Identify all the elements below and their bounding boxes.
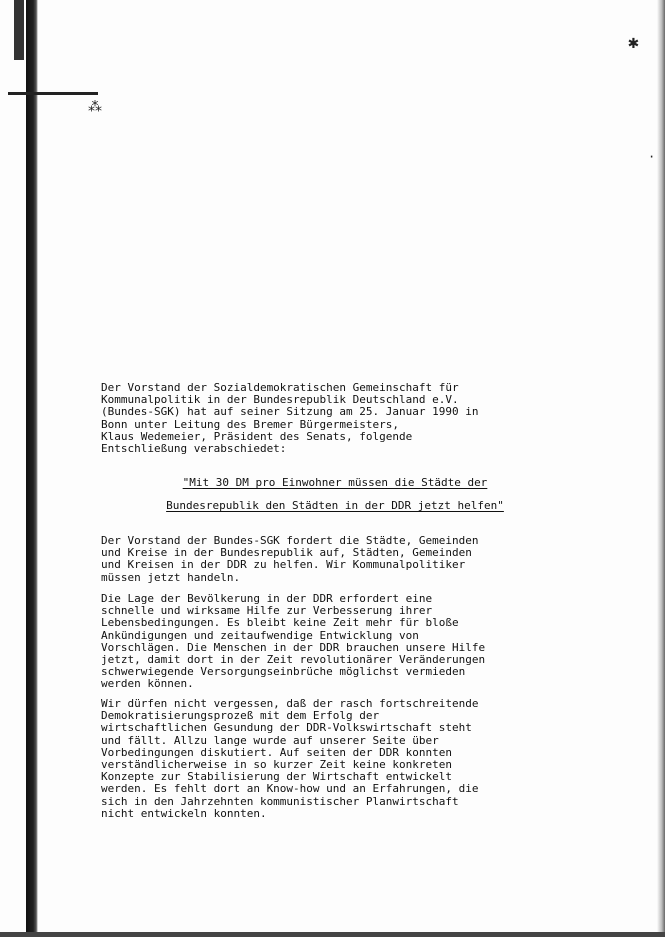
ink-smudge-icon: ✱ (628, 32, 639, 53)
body-paragraph-3: Wir dürfen nicht vergessen, daß der rasch fortschreitende Demokratisierungsprozeß mit dem Erfolg der wirtschaftlichen Gesundung der DDR-Volkswirtschaft steht und fällt. Allzu lange wurde auf unserer Seite über Vorbedingungen diskutiert. Auf seiten der DDR konnten verständlicherweise in so kurzer Zeit keine konkreten Konzepte zur Stabilisierung der Wirtschaft entwickelt werden. Es fehlt dort an Know-how und an Erfahrungen, die sich in den Jahrzehnten kommunistischer Planwirtschaft nicht entwickeln konnten. (101, 697, 479, 820)
scan-artifact-left-bar (26, 0, 38, 937)
resolution-heading-text: "Mit 30 DM pro Einwohner müssen die Städte der (182, 476, 488, 489)
ink-smudge-icon: · (648, 150, 656, 164)
intro-paragraph: Der Vorstand der Sozialdemokratischen Gemeinschaft für Kommunalpolitik in der Bundesrepublik Deutschland e.V. (Bundes-SGK) hat auf seiner Sitzung am 25. Januar 1990 in Bonn unter Leitung des Bremer Bürgermeisters, Klaus Wedemeier, Präsident des Senats, folgende Entschließung verabschiedet: (101, 381, 479, 456)
scan-artifact-top-mark (8, 92, 98, 95)
scan-artifact-right-edge (657, 0, 665, 937)
resolution-heading-line-1 (100, 477, 570, 489)
body-paragraph-1: Der Vorstand der Bundes-SGK fordert die Städte, Gemeinden und Kreise in der Bundesrepublik auf, Städten, Gemeinden und Kreisen in der DDR zu helfen. Wir Kommunalpolitiker müssen jetzt handeln. (101, 534, 479, 584)
resolution-heading-text: Bundesrepublik den Städten in der DDR jetzt helfen" (166, 499, 504, 512)
body-paragraph-2: Die Lage der Bevölkerung in der DDR erfordert eine schnelle und wirksame Hilfe zur Verbesserung ihrer Lebensbedingungen. Es bleibt keine Zeit mehr für bloße Ankündigungen und zeitaufwendige Entwicklung von Vorschlägen. Die Menschen in der DDR brauchen unsere Hilfe jetzt, damit dort in der Zeit revolutionärer Veränderungen schwerwiegende Versorgungseinbrüche möglichst vermieden werden können. (101, 592, 486, 691)
scan-artifact-left-top (14, 0, 24, 60)
scan-artifact-bottom-edge (0, 932, 665, 937)
ink-smudge-icon: ⁂ (88, 99, 102, 115)
resolution-heading-line-2 (100, 500, 570, 512)
